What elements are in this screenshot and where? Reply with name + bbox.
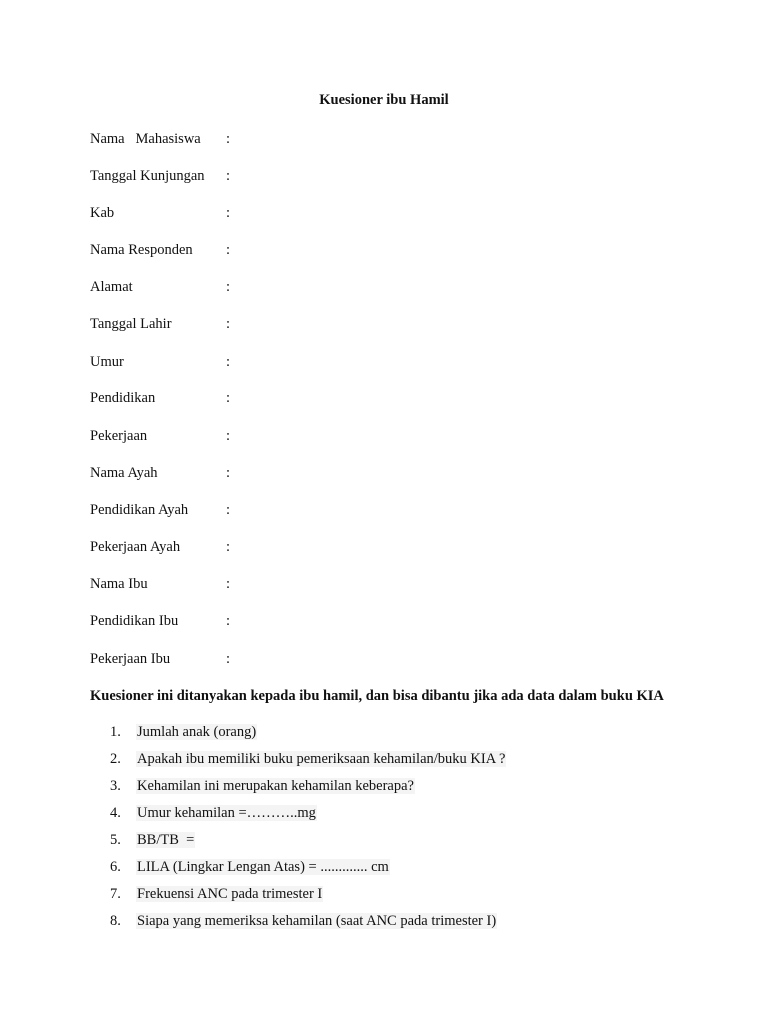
field-row xyxy=(90,352,690,372)
field-row xyxy=(90,574,690,594)
field-colon: : xyxy=(226,168,231,184)
list-item xyxy=(110,857,670,877)
field-colon: : xyxy=(226,651,231,667)
list-item xyxy=(110,776,670,796)
field-label: Nama Ibu xyxy=(90,576,148,592)
field-row xyxy=(90,611,690,631)
field-label: Alamat xyxy=(90,279,133,295)
field-label: Pendidikan xyxy=(90,390,156,406)
list-item xyxy=(110,722,670,742)
question-text: Siapa yang memeriksa kehamilan (saat ANC pada trimester I) xyxy=(137,913,497,929)
field-row xyxy=(90,203,690,223)
field-colon: : xyxy=(226,465,231,481)
field-colon: : xyxy=(226,316,231,332)
question-text: Apakah ibu memiliki buku pemeriksaan kehamilan/buku KIA ? xyxy=(137,751,506,767)
field-label: Pekerjaan Ayah xyxy=(90,539,181,555)
list-item xyxy=(110,803,670,823)
field-row xyxy=(90,463,690,483)
field-label: Umur xyxy=(90,354,124,370)
field-row xyxy=(90,166,690,186)
field-colon: : xyxy=(226,131,231,147)
field-label: Pekerjaan xyxy=(90,428,148,444)
field-colon: : xyxy=(226,428,231,444)
field-colon: : xyxy=(226,242,231,258)
question-text: Umur kehamilan =………..mg xyxy=(137,805,316,821)
questionnaire-intro: Kuesioner ini ditanyakan kepada ibu hamil, dan bisa dibantu jika ada data dalam buku KIA xyxy=(90,688,664,704)
question-number: 4. xyxy=(110,805,121,821)
question-number: 5. xyxy=(110,832,121,848)
question-text: BB/TB = xyxy=(137,832,195,848)
list-item xyxy=(110,749,670,769)
field-label: Nama Responden xyxy=(90,242,193,258)
question-text: LILA (Lingkar Lengan Atas) = ............. cm xyxy=(137,859,389,875)
field-colon: : xyxy=(226,205,231,221)
field-row xyxy=(90,426,690,446)
question-number: 6. xyxy=(110,859,121,875)
question-number: 2. xyxy=(110,751,121,767)
document-title: Kuesioner ibu Hamil xyxy=(319,92,449,108)
list-item xyxy=(110,911,670,931)
question-number: 7. xyxy=(110,886,121,902)
field-label: Tanggal Kunjungan xyxy=(90,168,205,184)
field-row xyxy=(90,388,690,408)
field-row xyxy=(90,240,690,260)
question-text: Kehamilan ini merupakan kehamilan keberapa? xyxy=(137,778,414,794)
field-row xyxy=(90,537,690,557)
field-label: Nama Ayah xyxy=(90,465,158,481)
field-row xyxy=(90,129,690,149)
field-row xyxy=(90,649,690,669)
field-row xyxy=(90,500,690,520)
field-colon: : xyxy=(226,354,231,370)
field-label: Pekerjaan Ibu xyxy=(90,651,171,667)
field-colon: : xyxy=(226,613,231,629)
question-text: Frekuensi ANC pada trimester I xyxy=(137,886,323,902)
field-label: Nama Mahasiswa xyxy=(90,131,201,147)
field-label: Tanggal Lahir xyxy=(90,316,172,332)
question-text: Jumlah anak (orang) xyxy=(137,724,257,740)
field-row xyxy=(90,277,690,297)
question-number: 1. xyxy=(110,724,121,740)
field-colon: : xyxy=(226,539,231,555)
field-colon: : xyxy=(226,502,231,518)
field-row xyxy=(90,314,690,334)
field-label: Pendidikan Ibu xyxy=(90,613,179,629)
field-colon: : xyxy=(226,390,231,406)
list-item xyxy=(110,830,670,850)
question-number: 8. xyxy=(110,913,121,929)
field-label: Kab xyxy=(90,205,115,221)
question-number: 3. xyxy=(110,778,121,794)
field-colon: : xyxy=(226,279,231,295)
list-item xyxy=(110,884,670,904)
field-label: Pendidikan Ayah xyxy=(90,502,189,518)
field-colon: : xyxy=(226,576,231,592)
